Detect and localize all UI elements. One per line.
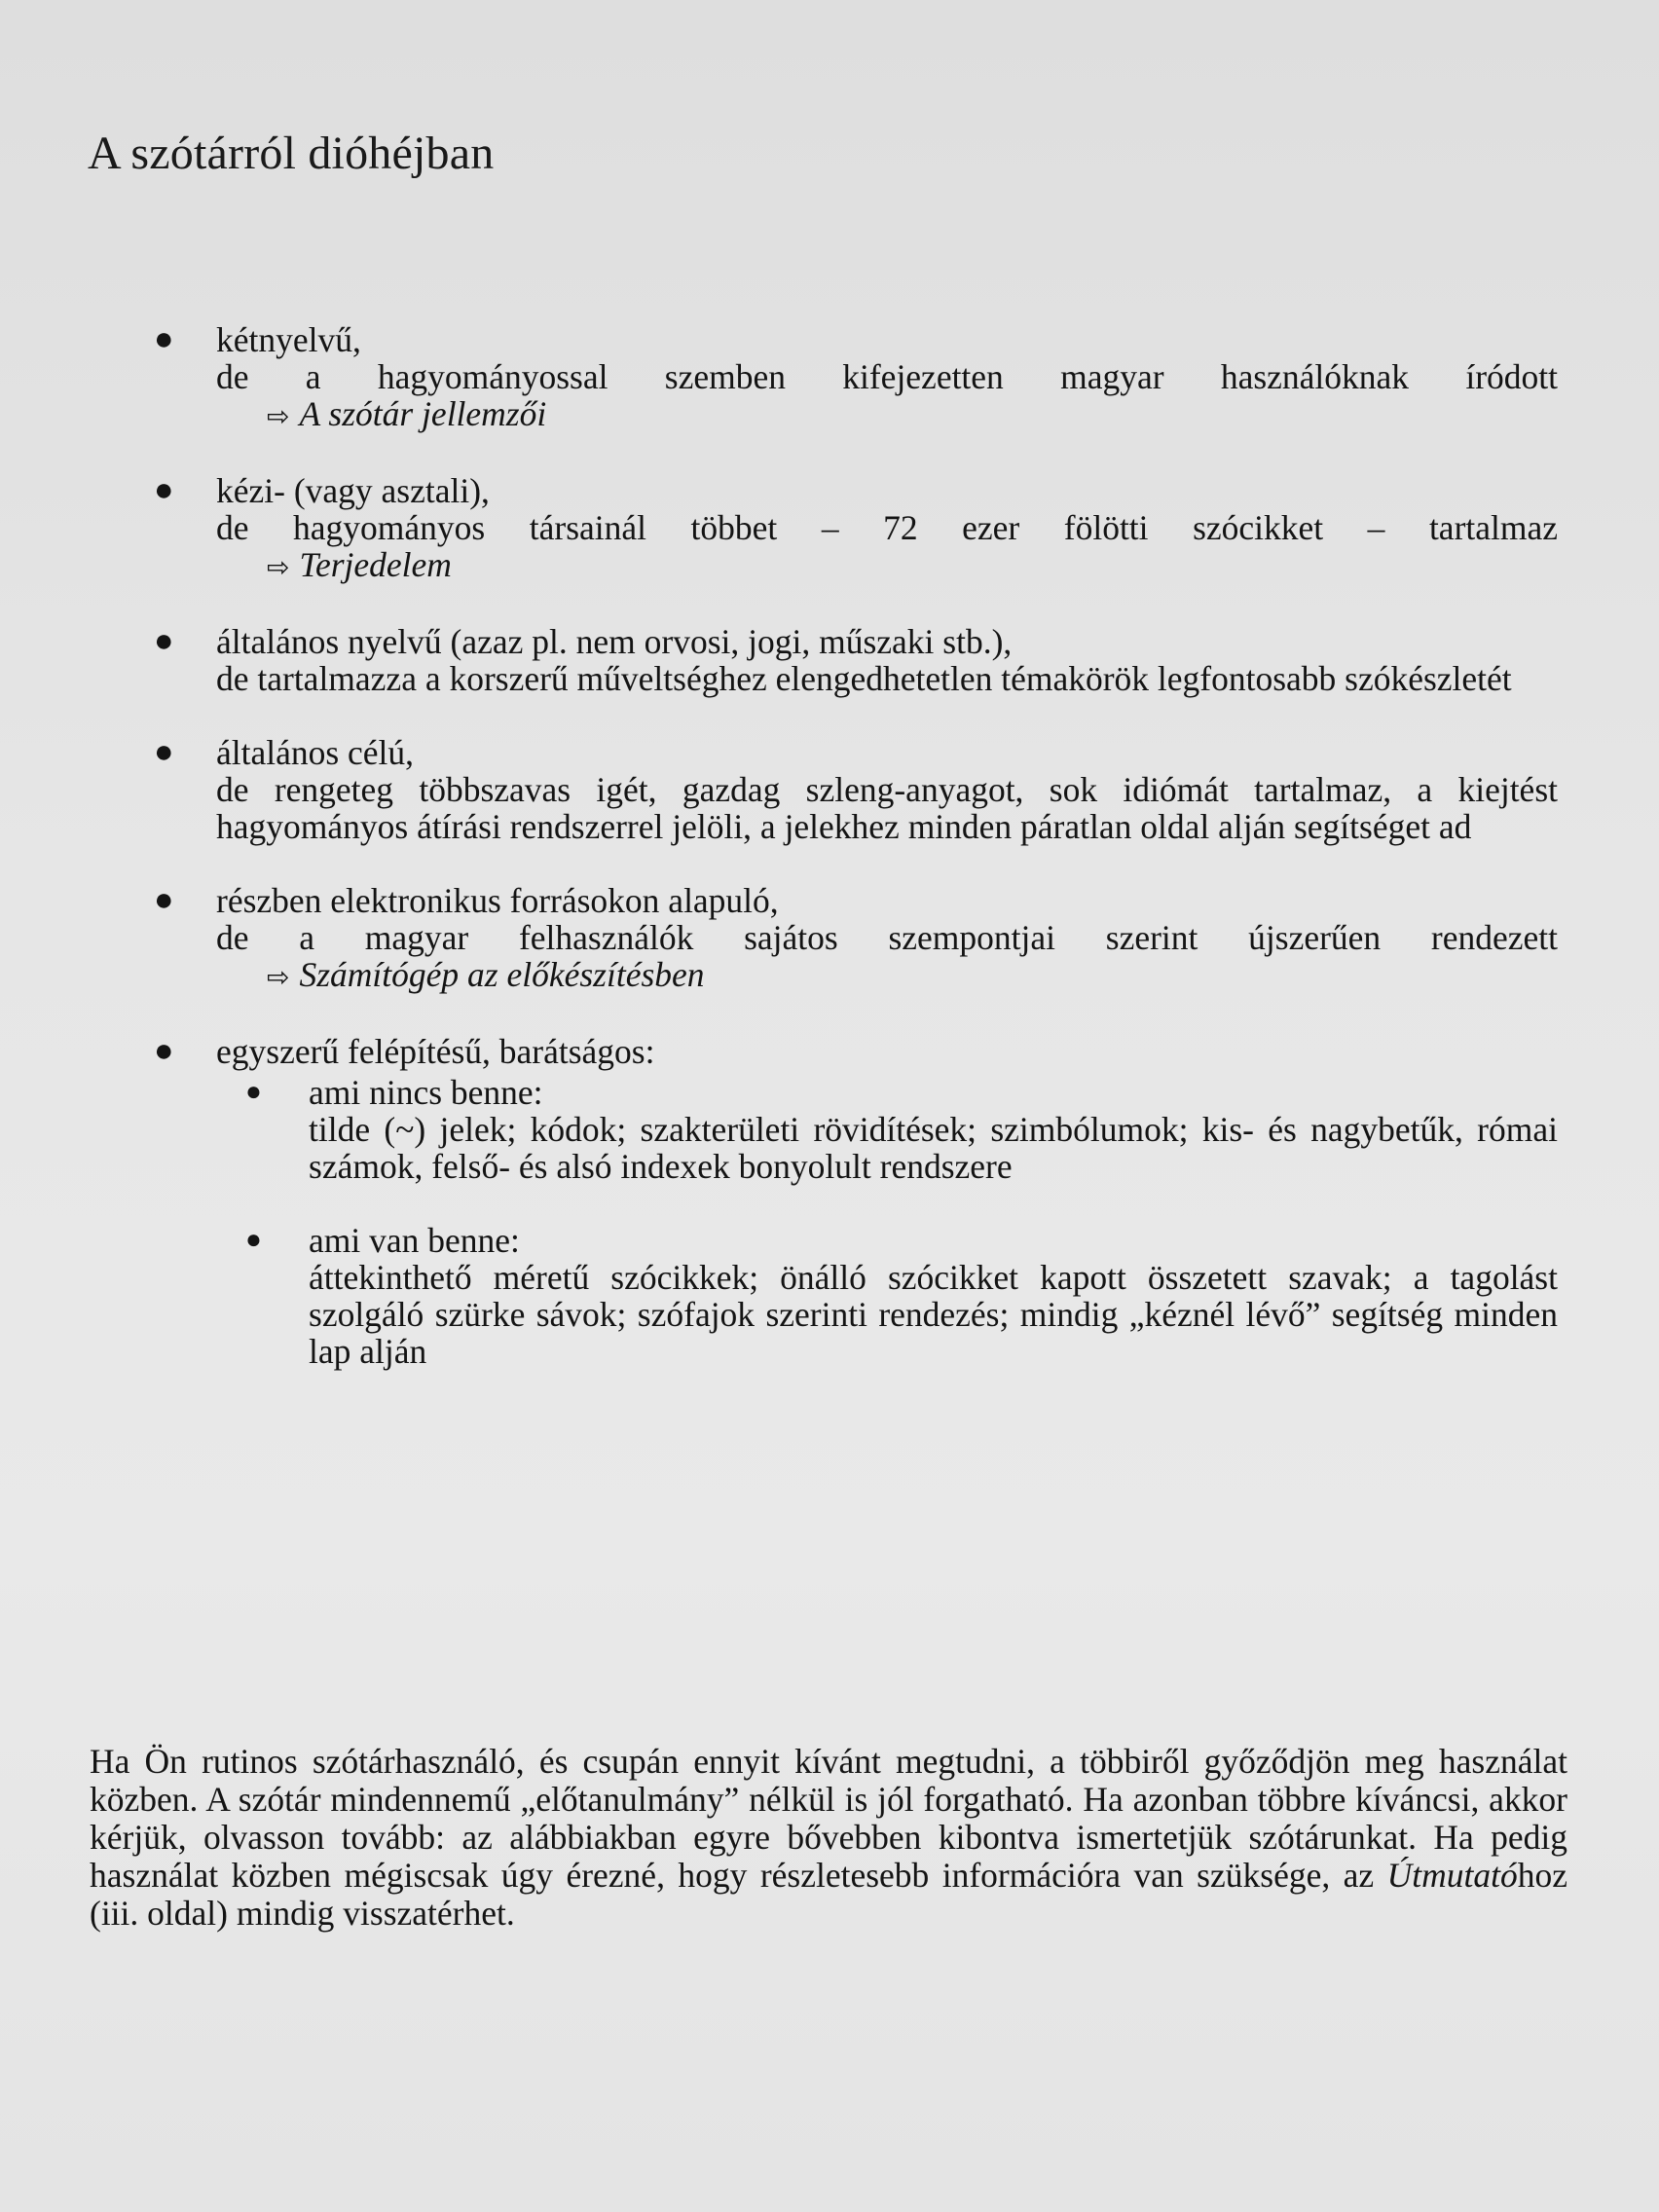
cross-reference[interactable] xyxy=(216,956,1558,996)
bullet-icon: ● xyxy=(154,472,174,508)
bullet-icon: ● xyxy=(245,1225,262,1255)
sub-item-included xyxy=(216,1222,1558,1370)
cross-reference[interactable] xyxy=(216,395,1558,435)
closing-text-before: Ha Ön rutinos szótárhasználó, és csupán ennyit kívánt megtudni, a többiről győződjön meg használat közben. A szótár mindennemű „előtanulmány” nélkül is jól forgatható. Ha azonban többre kíváncsi, akkor kérjük, olvasson tovább: az alábbiakban egyre bővebben kibontva ismertetjük szótárunkat. Ha pedig használat közben mégiscsak úgy érezné, hogy részletesebb információra van szüksége, az xyxy=(90,1741,1567,1895)
cross-reference-label: Terjedelem xyxy=(299,545,452,584)
cross-reference-label: Számítógép az előkészítésben xyxy=(299,955,705,994)
list-item-general-purpose xyxy=(146,734,1558,845)
item-head: kétnyelvű, xyxy=(216,320,361,359)
bullet-icon: ● xyxy=(154,321,174,357)
item-text: de hagyományos társainál többet – 72 ezer fölötti szócikket – tartalmaz xyxy=(216,508,1558,547)
bullet-icon: ● xyxy=(154,882,174,918)
arrow-right-icon: ⇨ xyxy=(267,400,290,432)
list-item-electronic-sources xyxy=(146,882,1558,996)
arrow-right-icon: ⇨ xyxy=(267,551,290,583)
sub-item-text: tilde (~) jelek; kódok; szakterületi rövidítések; szimbólumok; kis- és nagybetűk, római számok, felső- és alsó indexek bonyolult rendszere xyxy=(309,1110,1558,1186)
item-text: de a hagyományossal szemben kifejezetten magyar használóknak íródott xyxy=(216,357,1558,396)
list-item-bilingual xyxy=(146,321,1558,435)
sub-item-head: ami nincs benne: xyxy=(309,1073,543,1112)
item-text: de a magyar felhasználók sajátos szempontjai szerint újszerűen rendezett xyxy=(216,918,1558,957)
item-head: részben elektronikus forrásokon alapuló, xyxy=(216,881,779,920)
item-head: egyszerű felépítésű, barátságos: xyxy=(216,1032,655,1071)
sub-item-head: ami van benne: xyxy=(309,1221,520,1260)
item-text: de rengeteg többszavas igét, gazdag szleng-anyagot, sok idiómát tartalmaz, a kiejtést hagyományos átírási rendszerrel jelöli, a jelekhez minden páratlan oldal alján segítséget ad xyxy=(216,770,1558,846)
item-head: általános célú, xyxy=(216,733,415,772)
page-title: A szótárról dióhéjban xyxy=(88,128,495,179)
arrow-right-icon: ⇨ xyxy=(267,961,290,993)
bullet-icon: ● xyxy=(245,1077,262,1107)
sub-list xyxy=(216,1074,1558,1370)
item-head: általános nyelvű (azaz pl. nem orvosi, jogi, műszaki stb.), xyxy=(216,622,1013,661)
cross-reference-label: A szótár jellemzői xyxy=(299,394,547,433)
item-head: kézi- (vagy asztali), xyxy=(216,471,490,510)
closing-emphasis: Útmutató xyxy=(1386,1855,1518,1895)
closing-paragraph xyxy=(90,1743,1567,1933)
bullet-icon: ● xyxy=(154,1033,174,1069)
list-item-desk xyxy=(146,472,1558,586)
item-text: de tartalmazza a korszerű műveltséghez elengedhetetlen témakörök legfontosabb szókészletét xyxy=(216,659,1512,698)
feature-list xyxy=(146,321,1558,1370)
closing-text-after: hoz (iii. oldal) mindig visszatérhet. xyxy=(90,1855,1567,1933)
list-item-general-language xyxy=(146,623,1558,697)
cross-reference[interactable] xyxy=(216,546,1558,586)
sub-item-not-included xyxy=(216,1074,1558,1185)
bullet-icon: ● xyxy=(154,623,174,659)
bullet-icon: ● xyxy=(154,734,174,770)
sub-item-text: áttekinthető méretű szócikkek; önálló szócikket kapott összetett szavak; a tagolást szolgáló szürke sávok; szófajok szerinti rendezés; mindig „kéznél lévő” segítség minden lap alján xyxy=(309,1258,1558,1371)
list-item-simple-structure xyxy=(146,1033,1558,1370)
